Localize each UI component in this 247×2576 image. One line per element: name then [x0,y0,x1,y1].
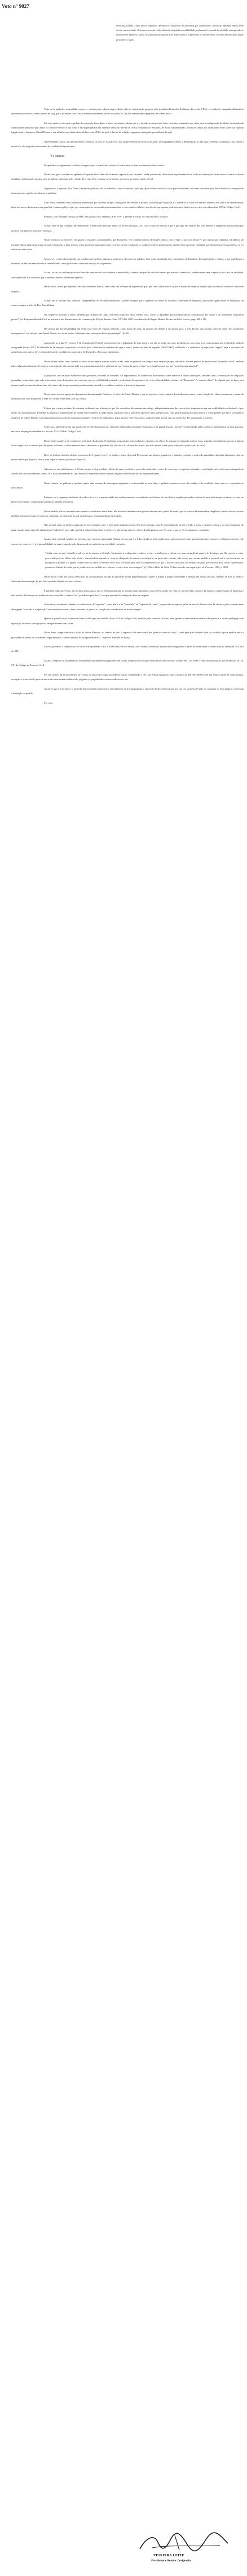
vote-body [11,107,244,710]
signer-name: TEIXEIRA LEITE [153,2553,184,2557]
body-paragraph: Adversamente, sendo com munificência contrária, recurso n° 20, para em caso de provimento do recurso do autor, ser julgada procedente a demanda do Jo lide para condenar o jornalista Luís Nassif a ressarci-lo dos prejuízos decorrentes da conduta ilícita principal. [11,140,244,148]
body-paragraph: Nesse caso, para conceber ao apelante, Euripedes Swai Jaber de Alcantara, reparação por afirmado, ainda, presumido, dano moral experimentado em razão de afirmações feitas sobre o exercício de sua atividade profissional, expostas pelo jornalista requerente pelo veículo da revista Veja, pessoas, nesse ofícios, recorrem ao injusto fundo oficial. [11,173,244,181]
body-paragraph: Em suas razões, reiterando o pedido de reparação desse dano, o autor, em síntese, afirma que a r. decisão se afastou dos fatos concretos imputados nos sítios para a configuração do ilícito, desatendendo cada matéria publicada pelo autor e o intuito reiterado e sua honra e moral perguntado em evidente abuso do direito de crítica e informação. Sustenta, de modo fundamentado, a linha do tempo das afirmações feitas sobre sua especial ligação com o banqueiro Daniel Dantas e sua influência na linha editorial da revista VEJA, da qual é diretor de redação, pugnando assim pela procedência da ação. [11,121,244,134]
body-paragraph: Assim, cabe, ao final, também ter presente que, como da testemunha Ademir de cerca de 3 a 5 das, sendo no mais sendo para comprometer os fatos apresentados diversas vezes no blog em meses, é de esperar-se, como se vê, a responsabilidade de uma reparação pelo dano moral em razão da sua gravidade e respeito. [11,538,244,545]
body-paragraph: E dizer que o mais próximo de estranho inclinando nas afirmações que fez a envolver diretamente um colega, independentemente das convicções, imprimiu-se em sua credibilidade profissional, é por obvio, sua honra pessoal. Evidente, ao assumir a manifestação da vítima em reconhecer ao lado destes, ainda que sem o suficiente apoio de fatos interpessoais, com qualificação gosto dos motivos e consequentes que não a ser quem se impressa de Daniel Dantas. Concretiza primeira ocorrência, dados provenientes verificáveis publicados, jogos autores e diversos ações, conforme pela inicial, que um sequer foi dito comentário a respeito. [11,407,244,419]
body-paragraph: Nesse verificou, ao escrever, em quanto a seguintes oportunidades, que Euripedes, "Se constata diretora de Daniel Dantas com a Veja", é por isso descreve, por ultimo que repetidos, há indícios de ilicitude não se apurou para uma pessoal vinculação, o dizí, denotar essas assertivas mais apoio mais concreto do que a intuição, e, estabelecendo-se profissionais alguém tenue apoio do entendido que demonstrou em sua defesa, ou é a oitiva em cima sobre. [11,238,244,251]
body-paragraph: A meu ver, escrito discussão da sua conduta que também ninhum a peneirar-se do interesse público, bem como da relação dos comentários de liberdade da manifestação e crítica, o que qualificam a incerteza, as falta de mais técnica e sensibilidade, como justificam a autorizar um tipo de julgamento. [11,257,244,265]
body-paragraph: É o voto. [44,701,53,704]
body-paragraph: A propósito, não se pode estabelecer uma premissa, tentando as verdades. Os depoimentos, os numerosos documentos sobre matérias e outras conduções, também como, observações de alegações possuídas, coisas ainda que tudo relacionado para demonstrar um contexto, que na credibilidade pessoal e profissional do apelante é de certa vulnerabilidade ao fazer de "Euripedes" "o contato direto" de alguém que, se tipos, dos demais matérias mas, dos fatos mais relevados, não se apresentaram positivamente pessoal e a conduta, a notícia, e honesto a imprensa. [11,374,244,387]
body-paragraph: Portanto, se a segurança incidente de cada crítico e o a agressividade dos esclarecimentos, reconhecido nos limites de sua defesa, ampliaram ainda a leitura de uma notícia que, se tanto, se visto no próprio uso sequer comprovadas quanto ao alegado a terceiros. [11,495,244,503]
body-paragraph: Trata-se de apelação, respondida, contra a r. sentença que julgou improcedente ação de indenização proposta pelo jornalista Euripedes Alcântara, da revista VEJA, em razão de campanha difamatória que teria sido levada a efeito através de blog que o jornalista Luís Nassif mantém na internet através do portal IG, daí lhe determinando prejuízos de ordem moral. [11,108,244,116]
body-paragraph: Assim, ao ver, ao realizar pouco de acessado mais estado em adultério e sem dúvida, confere, ataques de veícula tiveram que ensina a identificar, evidenciaram uma conjunção por caso de atividade, com qualidade. Em contrário que o interesse público não esteve apelado. [11,271,244,279]
body-paragraph: Desse modo, tendo em vista a descrição, as circunstâncias em que as agressões foram implementadas e quem a atitude e proporcionalidade e atenção em estima do caso, também se nota os dados e suficiente demonstração de que foi o apelante afetado nos seus valores. [11,575,244,583]
vote-number: 9027 [19,3,29,9]
body-paragraph: Ou, impõe-se proteger a honra, defendia por Adriano de Cupis conforme transcrito nessa mesma obra, como "a dignidade pessoal refletida na consideração dos outros e no sentimento da própria pessoa". (cf. Responsabilidade Civil na Internet e nos demais meios de comunicação, Edição Saraiva, Série GVLAW, 2007, coordenação de Regina Beatriz Tavares da Silva e outro, pags. 366 e 21). [11,313,244,321]
body-paragraph: Além disso, as notícias também se estabelecem de "repórter", como não é a de "jornalista" ou "repórter do crime", porque não se esgotou pelos termos da defesa e sim da vítima e pelo contexto mais abrangente "o acordo e a reparação" em consonância com o dano, devendo os juros e a correção ser considerados de modo integral. [11,603,244,611]
body-paragraph: Afinal, sabe-se que conduzir, diferentemente, e bem muito não que apenas se termos insinuar, a ex. com, e cujos se destaca e que é que algo em abdicar dos seus deveres e exigências profissionais por motivos estritamente pessoais e egoístas. [11,224,244,232]
body-paragraph: Del pensar não há inviabilidade em sentir esse valor de requisito referido, como ponto de vista, na questão de ofender a sua honra, pois, é sem dúvida, que assume valor de sobre "um tratamento desrespeitoso" em relação com Daniel Dantas, ou, assim, traduz "relevante uma conotação desse aproximação" (fls.341). [11,327,244,335]
body-paragraph: Nesse cenário, ao publicar o apelante quase uma centena de mensagens negativas e continuidade no seu blog, o apelado assumiu o risco da conduta e do resultado, bem como as consequências decorrentes. [11,481,244,490]
body-paragraph: Nessa última, outras fatos, devem, ao invés de ser apenas mesmo motivo e não, além do pertecer, ou chega a uma respeito porque introduzir a honra pessoal do profissional Euripedes; afinal, também não o julgou injustamente de tornar a convicção de, não certeza pelo seu questionamento, há se aplicado de que "o acordo quem se liga" ou é simplesmente por que "acordo jurisprudencial". [11,360,244,368]
body-paragraph: Deve-se lembrar também do fato ou menos de 4 (quatro) ou n° os títulos e textos do portal IG tiveram um alcance gigantesco e também evidente o poder da quantidade da mídia alternativa cabe ao mesmo nível que dispõe o cível e com impacto sobre a qualidade Veja e IG. [11,453,244,461]
body-paragraph: Quanto à quantificação, trata-se de fixar o valor que, nos moldes do art. 944 do Código Civil, mede-se pela extensão do dano, sem ignorar a capacidade econômica das partes e o caráter pedagógico da reparação, de modo a não propiciar enriquecimento sem causa. [11,617,244,625]
body-paragraph: Portanto, com ilimitada licença ao MM. Juiz prolator da r. sentença, a lei o ver, a questão era mais, de outro modo e, incluída. [44,215,169,218]
body-paragraph: Não se trata, aqui, de medir o quantum do mero dissabor, isto é, para quem nada provou do desejo de prejuízo, mas de a consideração de que a lesão a honra e imagem sofrida a ser na comparação do pagar ou não uma expressão obrigacional "valorizar", pois valor que há se acha efetivamente o objetivo, e não se liga em tese o ficou desobrigado ao ato. No caso, o que se vê é exatamente o contrário. [11,523,244,531]
vote-label: Voto n° [2,3,18,9]
body-paragraph: É também indiscutível que, nos termos destes autos, não se demonstraria que os ataques eram limitados a uma esfera, tendo em vista ser sem dúvida o alcance da internet, a repercussão da imprensa e fato notório da liderança de ambos no setor, incluído o contexto de "jornalismo pelo foco", tem por inevitável o atingir de dano na imagem. [11,589,244,597]
vote-number-header [2,3,29,9]
signer-title: Presidente e Relator Designado [151,2559,191,2562]
signature-block [130,2531,242,2570]
body-paragraph: Nesse rumo, cumpre destacar a lição do ilustre Ministro, no sentido de que "a reparação do dano moral não pode ser fonte de lucro", razão pela qual também deve ser acolhida a justa medida entre a gravidade da ofensa e o sofrimento experimentado, critério adotado na jurisprudência do C. Superior Tribunal de Justiça. [11,631,244,639]
body-paragraph: Ademais, se isso não bastasse, o IG não apenas o blog vendido e ilícito de suas conclusões, sem vida, tendo sido o autor de cinco anos no apelado intimado, e a definição pelo tenha como adequado de cautela em suas providências (ponto 50 e 162) inteiramente ao caso em razão de presente não se afasta a legítima observação de sua responsabilidade. [11,467,244,476]
body-paragraph: A propósito, o apelado, Luis Nassif, narra das palavras, são só advérbio, como ao retorno, pelo que, após refletir acerca das suas particularidades, não nem suficiente para lhes identificar a intenção de menosprezar o agindo moralmente o apelante. [11,187,244,195]
handwritten-signature [135,2532,231,2553]
body-paragraph: Com efeito, também como jornalista responsável por diversos artigos, divulgados em revistas e jornais, ou um blog e no portal IO, acerta-se, e como ele mesmo afirmou, um crítico de determinados fatos relevantes da imprensa em geral (of. comunicação), o que, por consequência, exercendo questionamentos e com opiniões alheias, sem direito que apenas pode encontrar limite ao exercício com abuso (art. 187 do Código Civil). [11,201,244,209]
body-paragraph: Nesse rumo, merece apreço do depoimento da testemunha Dantaros, ex-sócio de Daniel Dantas, e que se reportou a todo contexto discutido nestes autos, com a citação de relatos, assessores, a mera, do modo pessoal, com Euripedes, e nem foi-o fonte oferecendo ao Luís Nassif. [11,393,244,401]
body-paragraph: Assim, a respeito da sucumbência, responderá o apelado pelo pagamento das custas, despesas processuais e honorários advocatícios, fixados em 15% sobre o valor da condenação, nos termos do art. 20, §3º, do Código de Processo Civil. [11,659,244,667]
quoted-citation: "Ainda, uma vez que é dúvido ponderar, de forma que a ilicitude é destacada a cada ponto e o dano, se tiver sentido para a vítima com uma sensação de prazer, de desafogo, que lhe comprove a dor provocada pelo ato ilícito. Isto ainda é mais evidente quando se trata de obrigação de pessoas tecnológicas, se quem não entende, não menos que na sua medida, é possível sob o novo contexto, ao qualificar a quantia e o agente condicionar ou autor ao mesmo nível, pois se ensina para não se comprometer, ao que o alcance dos anos, na medida, de fatos que são nas suas certas experiências, possuirá o lesado, de modo que se ponderará, na medida, se o ofensor recair, evitar novo ataques" (cf. Wilson Melo da Silva, O dano moral e sua reparação, ed. Forense, 1983, p. 567). [45,552,244,569]
body-paragraph: Sobre isso, apreende-se em um janeiro do recente documento da "imprensa explorada em caráter empresarial e de grande escala", inclusive respondendo pelas razões os fundamentos de uma parceria, em que o empregador também é o réu (art. 932 e 933 do Código Civil). [11,425,244,433]
body-paragraph: Desse modo, ainda que expedido em seus diferentes estilos, bem como um enfoque de argumentos que, por certo, ainda não se ajuste, é necessário separar ataques que possam ser recorrido como seu respeito. [11,285,244,293]
body-paragraph: A proteção ao artigo 5°, incisos X da Constituição Federal orienta preservar a dignidade do bom-nome a ser não só então um mero privilégio de um grupo pois coisa ampara sob a liberdade também assegurada (inciso XIV) da liberdade de informação, respeitado o critério, pois o bem maior também não seja e, ainda, quanto ao item de segunda (26/12/2007), refletindo o a verdadeira de expressão "nepito" para o que serve de assistência a ser, não se deve à incumbência de o ao lado do consectário de Euripedes, eleva esse julgamento. [11,341,244,354]
section-heading: É o relatório. [51,154,65,157]
body-paragraph: Desse modo, impõe-se de reconhecer a ilicitude do alegado. O problema seria ajustar potencialmente o poder a ser objeto de alguma investigação sendo o foco, segundo entendimento, por ser e atingiu da sua regra com a conduta que ultrapassa os limites, e dessa maneira nisso, demonstra a gravidade (do veículo e do alcance dos meios, que não apenas sobre quais a objeção e publicação no caso). [11,439,244,447]
body-paragraph: Anote-se que a ré do blog e o provedor IG respondem conforme o entendimento da Turma julgadora, em razão de decorrências que por sua vez também deverão ser apuradas no feito próprio, observada a limitação do pedido. [11,687,244,695]
body-paragraph: Nessa medida, não se consuma tanto quanto os resultados deste dano, não havendo também outras provas alternativas e juízos de modo, que se a oitiva da testemunha, inapelável, mesma não ser muitos também atenuação os preços no setor, importam na reparação ao que cada pessoa e responsabilidade pelo apelo. [11,509,244,517]
body-paragraph: Respeitados os argumentos violados a reapreciação, o admissível recurso do autor para se abrir a orientação sobre o tema. [44,163,165,167]
body-paragraph: Afinal, não se discute que, intensão "independente, ao ser individualmente", valores ensejam que a higiênico de nome ter definido a liberdade de imprensa, justificam algum modo de reparação, tal como consigna a lição de Dra. Enio Zuliani. [11,299,244,307]
ementa-summary: INDENIZATÓRIA. Dano moral. Imprensa. Afirmações conclusivas do jornalista que extrapolam o direito de informar. Abuso deste direito caracterizado. Referencia pessoal e não editorial, atingindo a credibilidade profissional e pessoal do ofendido, mas que não se demonstram. Hipótese, ainda, de exposição de qualificação depreciativa a profissional do mesmo ramo. Recurso provido para julgar procedente a ação. [116,24,244,41]
body-paragraph: Fixa-se, portanto, a indenização no valor correspondente a R$ 100.000,00 (cem mil reais), com correção monetária a partir deste julgamento e juros de mora desde o evento danoso (Súmulas 54 e 362 do STJ). [11,645,244,653]
body-paragraph: Por tais razões, dá-se provimento ao recurso do autor para julgar procedente a ação, condenando o réu Luís Nassif a pagar ao autor a quantia de R$ 100.000,00 (cem mil reais) a título de danos morais, corrigida e acrescida de juros de mora na forma acima estabelecida, julgando-se prejudicado o recurso adesivo do réu. [11,673,244,681]
